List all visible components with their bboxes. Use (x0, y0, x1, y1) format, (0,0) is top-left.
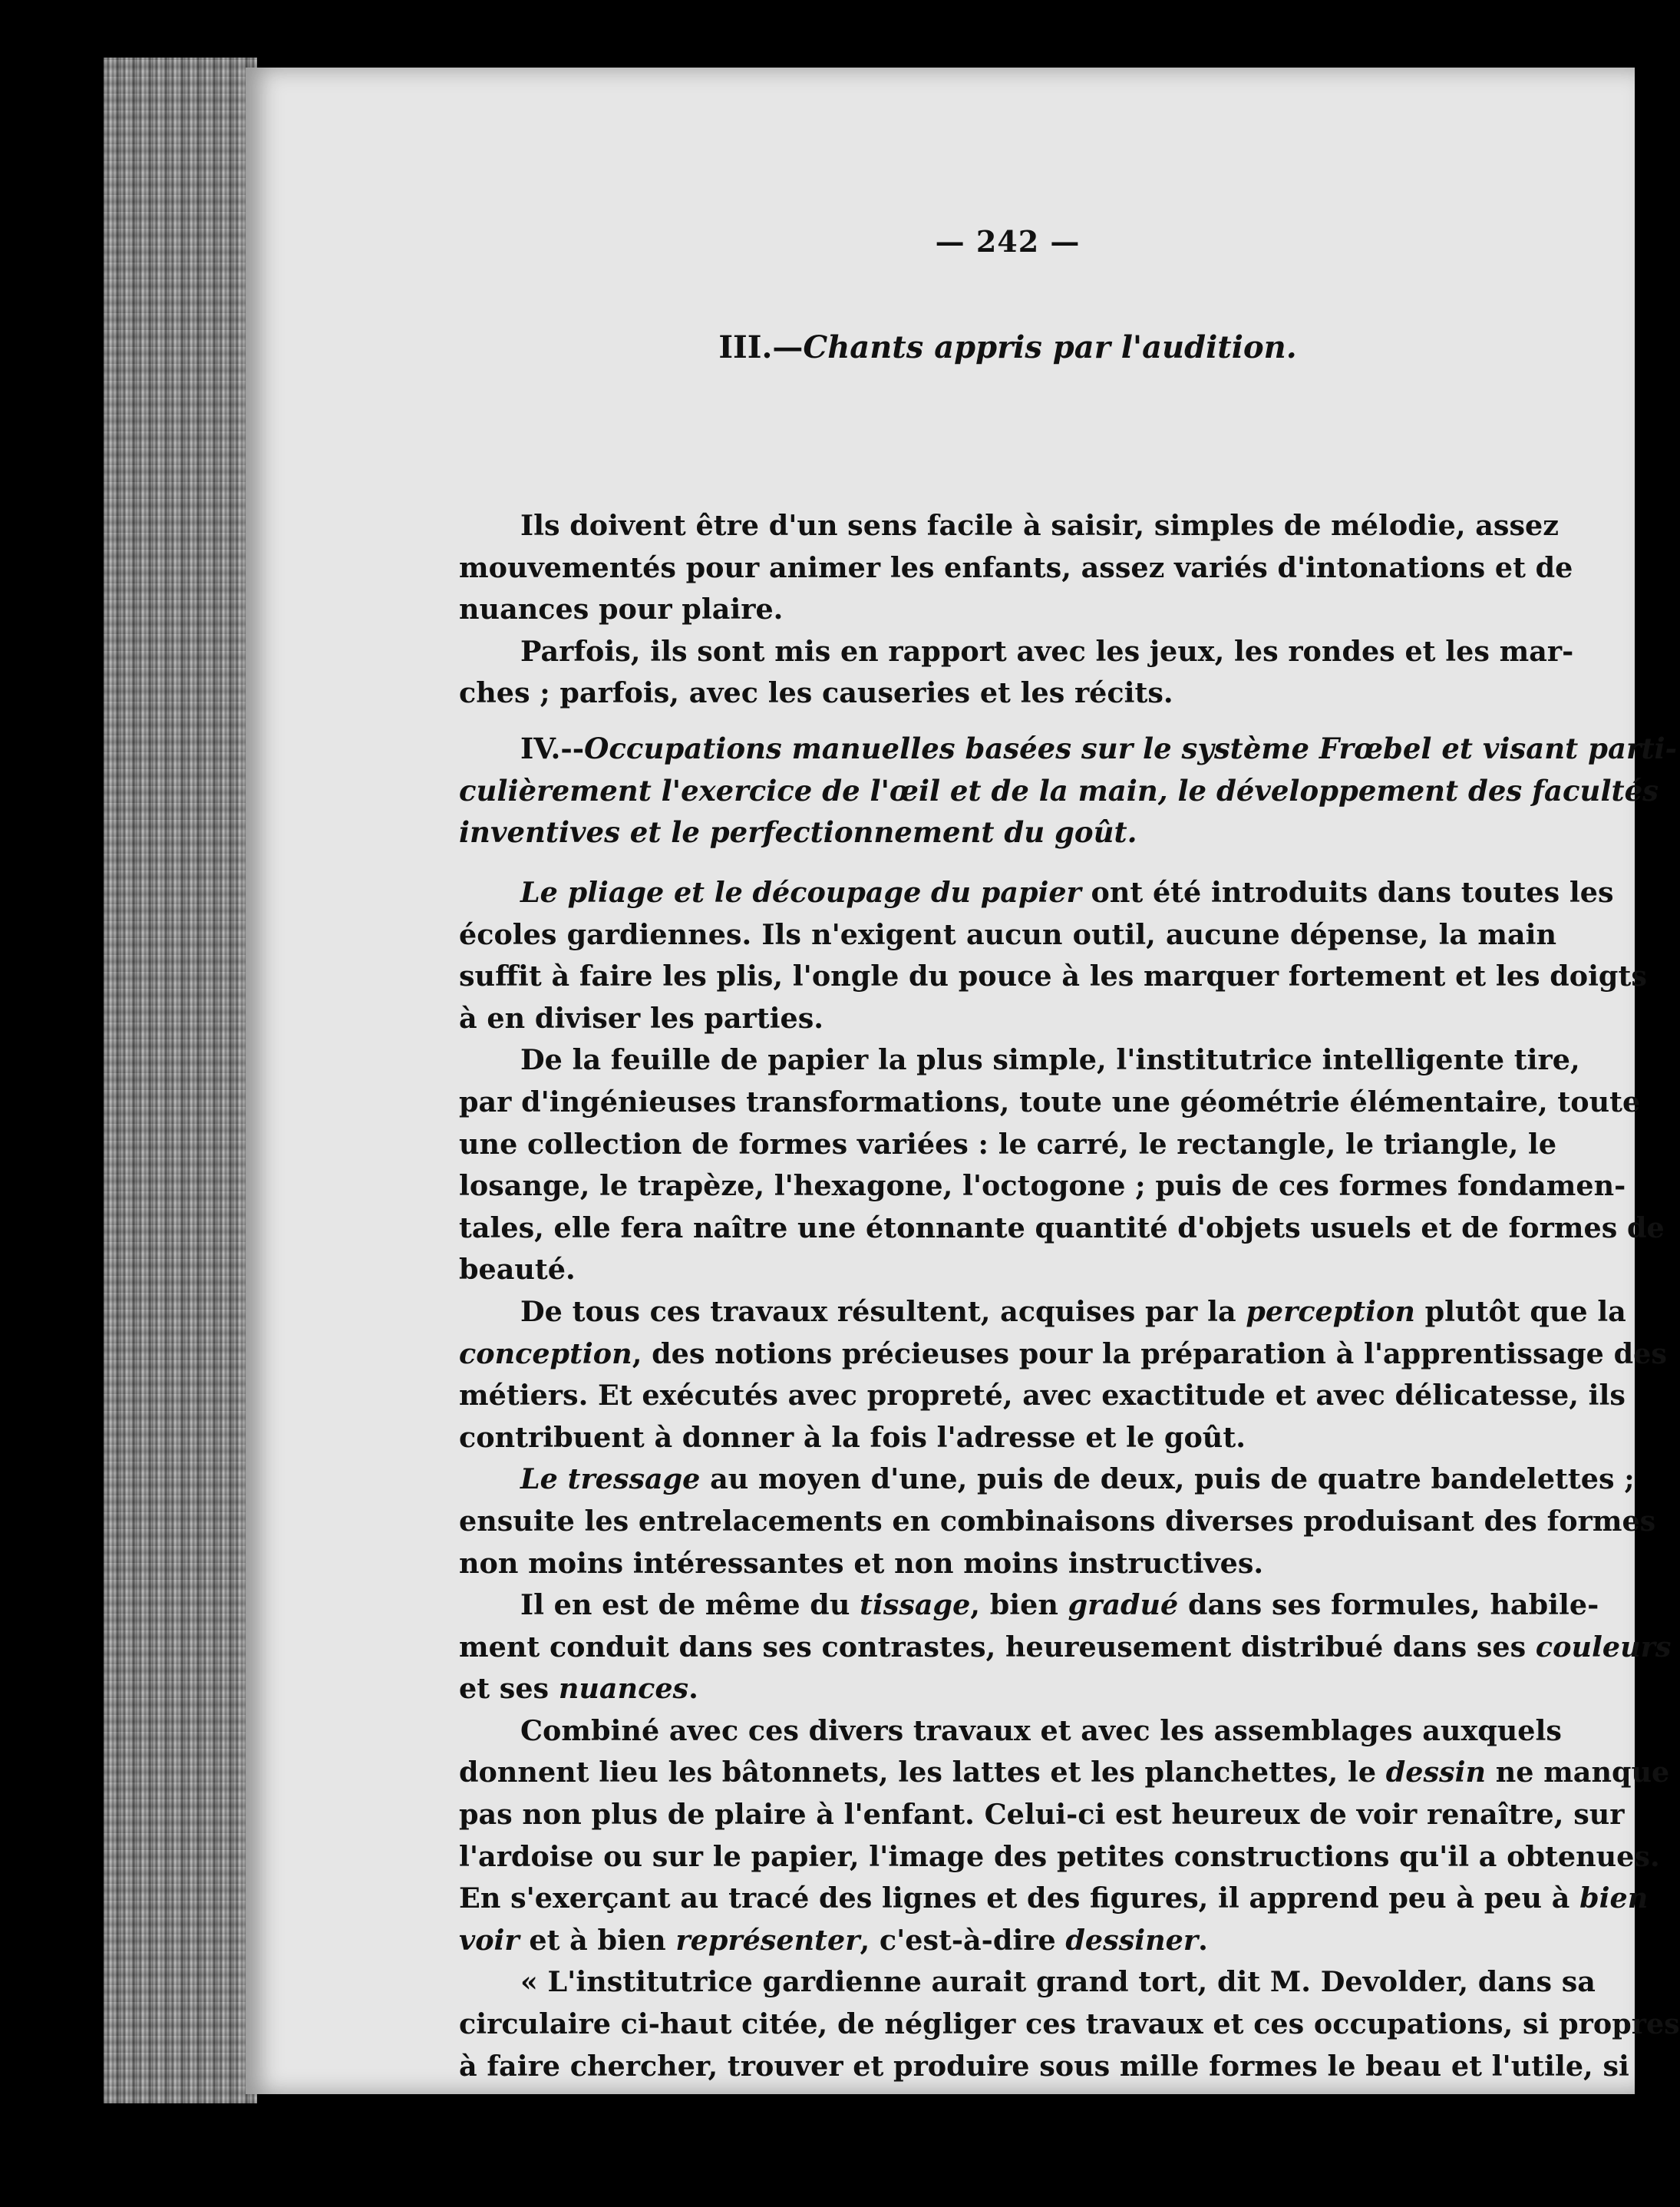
section-heading-3 (459, 327, 1556, 369)
section-number: III.— (718, 329, 804, 365)
text-line: Parfois, ils sont mis en rapport avec les jeux, les rondes et les mar- (520, 634, 1574, 668)
text-run: En s'exerçant au tracé des lignes et des figures, il apprend peu à peu à (459, 1882, 1580, 1915)
section-title: Occupations manuelles basées sur le système Frœbel et visant parti- (584, 732, 1677, 765)
text-run: . (688, 1672, 698, 1706)
section-title: Chants appris par l'audition. (803, 329, 1297, 365)
text-line: à en diviser les parties. (459, 1001, 823, 1035)
text-line: ensuite les entrelacements en combinaisons diverses produisant des formes (459, 1504, 1656, 1538)
text-run: , bien (970, 1588, 1068, 1622)
emphasis: dessin (1385, 1756, 1487, 1789)
text-run: plutôt que la (1414, 1294, 1626, 1328)
text-line: une collection de formes variées : le carré, le rectangle, le triangle, le (459, 1127, 1557, 1161)
text-line (459, 1920, 1556, 1962)
emphasis: voir (459, 1923, 520, 1957)
text-line: De la feuille de papier la plus simple, l'institutrice intelligente tire, (520, 1043, 1580, 1077)
text-run: et à bien (519, 1923, 676, 1957)
text-run: , des notions précieuses pour la préparation à l'apprentissage des (632, 1336, 1667, 1370)
emphasis: gradué (1068, 1588, 1179, 1622)
text-line: beauté. (459, 1253, 576, 1287)
heading-line: inventives et le perfectionnement du goût. (459, 815, 1137, 850)
book-page (246, 68, 1680, 2094)
emphasis: dessiner (1065, 1923, 1199, 1957)
text-line (459, 1291, 1626, 1333)
text-line (459, 1668, 1556, 1710)
text-line: ches ; parfois, avec les causeries et les récits. (459, 676, 1173, 710)
text-run: ment conduit dans ses contrastes, heureusement distribué dans ses (459, 1630, 1536, 1664)
text-line: contribuent à donner à la fois l'adresse et le goût. (459, 1420, 1246, 1454)
emphasis: Le tressage (520, 1462, 701, 1496)
text-line: métiers. Et exécutés avec propreté, avec exactitude et avec délicatesse, ils (459, 1379, 1626, 1412)
text-line: « L'institutrice gardienne aurait grand tort, dit M. Devolder, dans sa (520, 1965, 1596, 1999)
page-number: — 242 — (935, 224, 1081, 259)
section-number: IV.-- (520, 732, 585, 765)
heading-line: culièrement l'exercice de l'œil et de la main, le développement des facultés (459, 773, 1659, 808)
text-line: l'ardoise ou sur le papier, l'image des petites constructions qu'il a obtenues. (459, 1839, 1660, 1873)
emphasis: couleurs (1535, 1630, 1672, 1664)
text-run: De tous ces travaux résultent, acquises par la (520, 1294, 1246, 1328)
text-line: suffit à faire les plis, l'ongle du pouce à les marquer fortement et les doigts (459, 960, 1647, 993)
text-run: ne manque (1486, 1756, 1670, 1789)
text-line (459, 1459, 1635, 1501)
text-line: circulaire ci-haut citée, de négliger ces travaux et ces occupations, si propres (459, 2007, 1680, 2041)
text-run: donnent lieu les bâtonnets, les lattes et les planchettes, le (459, 1756, 1386, 1789)
emphasis: nuances (558, 1672, 689, 1706)
text-run: . (1198, 1923, 1208, 1957)
text-line: losange, le trapèze, l'hexagone, l'octogone ; puis de ces formes fondamen- (459, 1169, 1626, 1203)
book-page-edges (104, 58, 257, 2103)
text-line: Ils doivent être d'un sens facile à saisir, simples de mélodie, assez (520, 509, 1559, 542)
text-line: pas non plus de plaire à l'enfant. Celui-ci est heureux de voir renaître, sur (459, 1798, 1625, 1832)
text-run: au moyen d'une, puis de deux, puis de quatre bandelettes ; (700, 1462, 1635, 1496)
text-line (459, 1878, 1649, 1920)
text-run: et ses (459, 1672, 559, 1706)
text-run: Il en est de même du (520, 1588, 860, 1622)
emphasis: Le pliage et le découpage du papier (520, 876, 1081, 909)
emphasis: représenter (675, 1923, 860, 1957)
text-line: mouvementés pour animer les enfants, assez variés d'intonations et de (459, 550, 1573, 584)
text-line: non moins intéressantes et non moins instructives. (459, 1546, 1264, 1580)
text-line: écoles gardiennes. Ils n'exigent aucun outil, aucune dépense, la main (459, 917, 1556, 951)
text-line (459, 1752, 1670, 1794)
text-line (459, 1627, 1672, 1669)
text-line: Combiné avec ces divers travaux et avec les assemblages auxquels (520, 1713, 1562, 1747)
emphasis: perception (1246, 1294, 1415, 1328)
text-line (459, 1333, 1667, 1376)
text-line (459, 1584, 1599, 1627)
text-line: nuances pour plaire. (459, 593, 784, 626)
emphasis: bien (1579, 1882, 1649, 1915)
text-line: tales, elle fera naître une étonnante quantité d'objets usuels et de formes de (459, 1211, 1665, 1244)
section-4-body (459, 872, 1680, 2087)
text-line: par d'ingénieuses transformations, toute une géométrie élémentaire, toute (459, 1085, 1641, 1118)
section-3-body (459, 505, 1574, 715)
emphasis: conception (459, 1336, 632, 1370)
text-run: ont été introduits dans toutes les (1081, 876, 1614, 909)
heading-line (459, 728, 1677, 770)
text-run: , c'est-à-dire (860, 1923, 1066, 1957)
emphasis: tissage (860, 1588, 971, 1622)
text-line (459, 872, 1614, 914)
text-run: dans ses formules, habile- (1178, 1588, 1599, 1622)
text-line: à faire chercher, trouver et produire sous mille formes le beau et l'utile, si (459, 2049, 1629, 2083)
section-heading-4 (459, 728, 1677, 854)
